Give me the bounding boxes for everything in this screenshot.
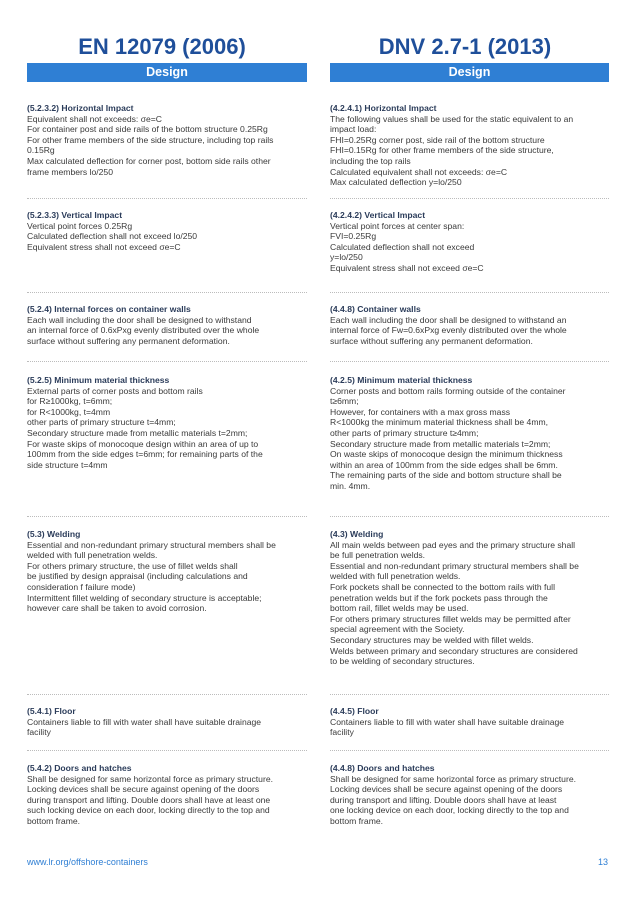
section-line: Calculated equivalent shall not exceeds: σe=C: [330, 166, 508, 177]
section-line: Containers liable to fill with water shall have suitable drainage: [330, 716, 565, 727]
right-section-doors-hatches: [330, 763, 609, 827]
left-section-material-thickness: [27, 375, 307, 470]
section-line: 100mm from the side edges t=6mm; for remaining parts of the: [27, 449, 263, 460]
divider: [27, 292, 307, 293]
section-line: surface without suffering any permanent deformation.: [27, 335, 230, 346]
section-line: On waste skips of monocoque design the minimum thickness: [330, 449, 563, 460]
section-line: for R<1000kg, t=4mm: [27, 406, 111, 417]
section-line: y=lo/250: [330, 252, 363, 263]
section-line: consideration f failure mode): [27, 581, 136, 592]
section-line: For container post and side rails of the bottom structure 0.25Rg: [27, 124, 268, 135]
right-section-vertical-impact: [330, 210, 609, 274]
divider: [27, 198, 307, 199]
section-line: Calculated deflection shall not exceed: [330, 241, 475, 252]
section-heading: (5.4.2) Doors and hatches: [27, 763, 132, 773]
section-line: other parts of primary structure t≥4mm;: [330, 427, 479, 438]
section-line: during transport and lifting. Double doors shall have at least: [330, 794, 557, 805]
divider: [27, 750, 307, 751]
section-line: For other frame members of the side structure, including top rails: [27, 134, 274, 145]
divider: [330, 198, 609, 199]
section-line: Essential and non-redundant primary structural members shall be: [330, 560, 579, 571]
section-line: Welds between primary and secondary structures are considered: [330, 645, 578, 656]
left-section-internal-forces: [27, 304, 307, 346]
section-line: Calculated deflection shall not exceed lo/250: [27, 231, 198, 242]
divider: [27, 694, 307, 695]
section-line: 0.15Rg: [27, 145, 55, 156]
right-standard-title: DNV 2.7-1 (2013): [378, 34, 552, 59]
section-line: other parts of primary structure t=4mm;: [27, 417, 176, 428]
section-heading: (4.3) Welding: [330, 529, 384, 539]
section-line: bottom rail, fillet welds may be used.: [330, 603, 469, 614]
section-line: Equivalent shall not exceeds: σe=C: [27, 113, 163, 124]
section-line: Vertical point forces 0.25Rg: [27, 220, 133, 231]
section-line: Locking devices shall be secure against opening of the doors: [27, 784, 260, 795]
section-heading: (5.3) Welding: [27, 529, 81, 539]
left-design-bar: Design: [27, 63, 307, 82]
divider: [330, 694, 609, 695]
section-line: For others primary structure, the use of fillet welds shall: [27, 560, 238, 571]
section-line: Secondary structures may be welded with fillet welds.: [330, 634, 534, 645]
section-line: Equivalent stress shall not exceed σe=C: [330, 262, 484, 273]
section-line: however care shall be taken to avoid corrosion.: [27, 603, 207, 614]
left-section-doors-hatches: [27, 763, 307, 827]
left-section-welding: [27, 529, 307, 614]
right-section-container-walls: [330, 304, 609, 346]
section-line: welded with full penetration welds.: [27, 550, 158, 561]
section-line: side structure t=4mm: [27, 459, 108, 470]
section-line: including the top rails: [330, 155, 411, 166]
divider: [27, 361, 307, 362]
section-line: Each wall including the door shall be designed to withstand an: [330, 314, 567, 325]
section-line: facility: [330, 727, 354, 738]
section-line: For waste skips of monocoque design within an area of up to: [27, 438, 259, 449]
section-line: Max calculated deflection y=lo/250: [330, 177, 462, 188]
divider: [330, 750, 609, 751]
section-line: Secondary structure made from metallic materials t=2mm;: [330, 438, 551, 449]
section-line: frame members lo/250: [27, 166, 113, 177]
section-heading: (5.2.3.2) Horizontal Impact: [27, 103, 134, 113]
section-line: surface without suffering any permanent deformation.: [330, 335, 533, 346]
section-line: an internal force of 0.6xPxg evenly distributed over the whole: [27, 325, 260, 336]
section-line: min. 4mm.: [330, 480, 371, 491]
section-line: special agreement with the Society.: [330, 624, 465, 635]
section-line: bottom frame.: [330, 815, 384, 826]
divider: [330, 361, 609, 362]
section-line: one locking device on each door, locking directly to the top and: [330, 805, 569, 816]
section-line: FVI=0.25Rg: [330, 231, 377, 242]
section-line: Each wall including the door shall be designed to withstand: [27, 314, 252, 325]
section-heading: (4.2.4.2) Vertical Impact: [330, 210, 426, 220]
section-line: Locking devices shall be secure against opening of the doors: [330, 784, 563, 795]
divider: [330, 292, 609, 293]
section-heading: (5.2.4) Internal forces on container walls: [27, 304, 191, 314]
right-section-welding: [330, 529, 609, 667]
section-line: during transport and lifting. Double doors shall have at least one: [27, 794, 271, 805]
section-line: FHI=0.25Rg corner post, side rail of the bottom structure: [330, 134, 545, 145]
divider: [330, 516, 609, 517]
left-section-vertical-impact: [27, 210, 307, 252]
right-section-horizontal-impact: [330, 103, 609, 188]
section-line: Shall be designed for same horizontal force as primary structure.: [330, 773, 576, 784]
section-line: Essential and non-redundant primary structural members shall be: [27, 539, 276, 550]
section-heading: (4.4.8) Container walls: [330, 304, 421, 314]
section-line: to be welding of secondary structures.: [330, 656, 475, 667]
page-number: 13: [597, 857, 608, 867]
footer-url-link[interactable]: www.lr.org/offshore-containers: [27, 857, 148, 867]
section-heading: (5.4.1) Floor: [27, 706, 76, 716]
section-line: Vertical point forces at center span:: [330, 220, 465, 231]
section-line: External parts of corner posts and bottom rails: [27, 385, 203, 396]
section-heading: (5.2.5) Minimum material thickness: [27, 375, 170, 385]
section-heading: (4.4.5) Floor: [330, 706, 379, 716]
section-line: Corner posts and bottom rails forming outside of the container: [330, 385, 566, 396]
section-heading: (4.4.8) Doors and hatches: [330, 763, 435, 773]
left-standard-title: EN 12079 (2006): [78, 34, 246, 59]
section-line: R<1000kg the minimum material thickness shall be 4mm,: [330, 417, 549, 428]
section-line: be justified by design appraisal (including calculations and: [27, 571, 248, 582]
left-section-horizontal-impact: [27, 103, 307, 177]
right-section-floor: [330, 706, 609, 738]
section-line: t≥6mm;: [330, 396, 359, 407]
section-line: Equivalent stress shall not exceed σe=C: [27, 241, 181, 252]
section-line: FHI=0.15Rg for other frame members of the side structure,: [330, 145, 554, 156]
section-line: All main welds between pad eyes and the primary structure shall: [330, 539, 576, 550]
section-line: facility: [27, 727, 51, 738]
section-line: welded with full penetration welds.: [330, 571, 461, 582]
section-line: within an area of 100mm from the side edges shall be 6mm.: [330, 459, 558, 470]
divider: [27, 516, 307, 517]
section-line: Shall be designed for same horizontal force as primary structure.: [27, 773, 273, 784]
section-line: bottom frame.: [27, 815, 81, 826]
section-line: However, for containers with a max gross mass: [330, 406, 511, 417]
section-line: for R≥1000kg, t=6mm;: [27, 396, 113, 407]
section-line: be full penetration welds.: [330, 550, 426, 561]
section-line: Containers liable to fill with water shall have suitable drainage: [27, 716, 262, 727]
section-line: Intermittent fillet welding of secondary structure is acceptable;: [27, 592, 262, 603]
section-line: For others primary structures fillet welds may be permitted after: [330, 613, 571, 624]
section-heading: (4.2.4.1) Horizontal Impact: [330, 103, 437, 113]
section-line: penetration welds but if the fork pockets pass through the: [330, 592, 548, 603]
section-heading: (5.2.3.3) Vertical Impact: [27, 210, 123, 220]
right-design-bar: Design: [330, 63, 609, 82]
section-heading: (4.2.5) Minimum material thickness: [330, 375, 473, 385]
section-line: such locking device on each door, locking directly to the top and: [27, 805, 270, 816]
section-line: Fork pockets shall be connected to the bottom rails with full: [330, 581, 555, 592]
right-section-material-thickness: [330, 375, 609, 492]
left-section-floor: [27, 706, 307, 738]
section-line: internal force of Fw=0.6xPxg evenly distributed over the whole: [330, 325, 567, 336]
section-line: Secondary structure made from metallic materials t=2mm;: [27, 427, 248, 438]
section-line: The following values shall be used for the static equivalent to an: [330, 113, 574, 124]
section-line: The remaining parts of the side and bottom structure shall be: [330, 470, 562, 481]
section-line: Max calculated deflection for corner post, bottom side rails other: [27, 155, 271, 166]
section-line: impact load:: [330, 124, 377, 135]
